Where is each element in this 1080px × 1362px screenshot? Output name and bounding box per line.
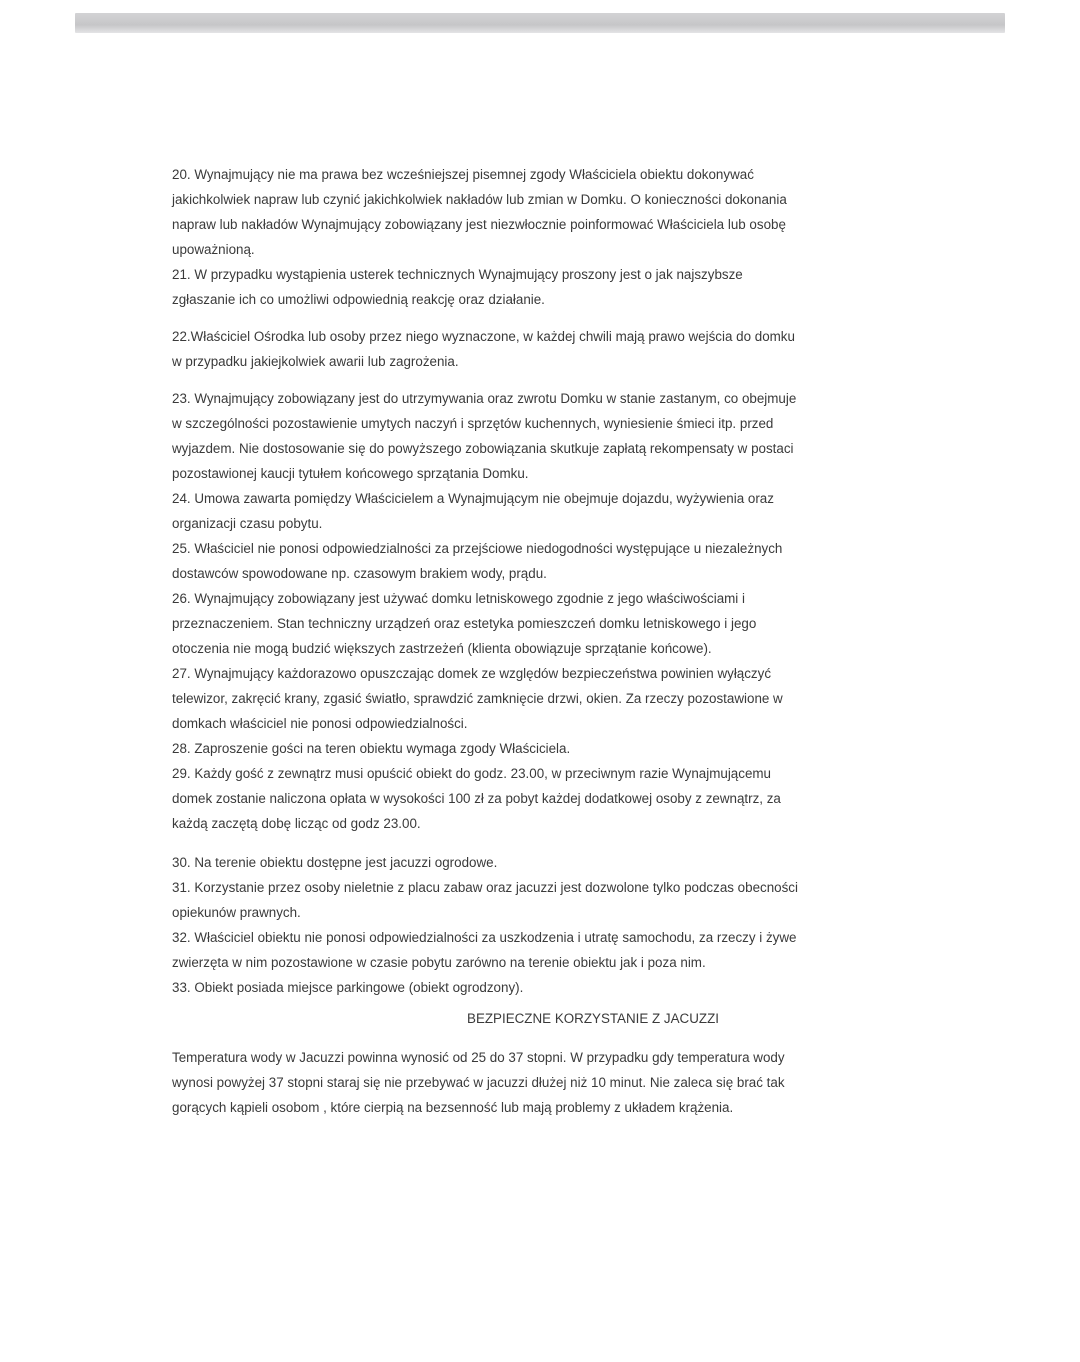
paragraph-spacer <box>172 374 1002 386</box>
jacuzzi-section-body: Temperatura wody w Jacuzzi powinna wynosić od 25 do 37 stopni. W przypadku gdy temperatura wody wynosi powyżej 37 stopni staraj się nie przebywać w jacuzzi dłużej niż 10 minut. Nie zaleca się brać tak gorących kąpieli osobom , które cierpią na bezsenność lub mają problemy z układem krążenia. <box>172 1050 785 1115</box>
rule-20: 20. Wynajmujący nie ma prawa bez wcześniejszej pisemnej zgody Właściciela obiektu dokonywać jakichkolwiek napraw lub czynić jakichkolwiek nakładów lub zmian w Domku. O konieczności dokonania napraw lub nakładów Wynajmujący zobowiązany jest niezwłocznie poinformować Właściciela lub osobę upoważnioną. <box>172 167 787 257</box>
document-page <box>172 162 1002 1120</box>
rule-31: 31. Korzystanie przez osoby nieletnie z placu zabaw oraz jacuzzi jest dozwolone tylko podczas obecności opiekunów prawnych. <box>172 880 798 920</box>
rule-27: 27. Wynajmujący każdorazowo opuszczając domek ze względów bezpieczeństwa powinien wyłączyć telewizor, zakręcić krany, zgasić światło, sprawdzić zamknięcie drzwi, okien. Za rzeczy pozostawione w domkach właściciel nie ponosi odpowiedzialności. <box>172 666 783 731</box>
paragraph-spacer <box>172 836 1002 850</box>
viewer-top-bar <box>75 13 1005 33</box>
rule-29: 29. Każdy gość z zewnątrz musi opuścić obiekt do godz. 23.00, w przeciwnym razie Wynajmującemu domek zostanie naliczona opłata w wysokości 100 zł za pobyt każdej dodatkowej osoby z zewnątrz, za każdą zaczętą dobę licząc od godz 23.00. <box>172 766 781 831</box>
rule-28: 28. Zaproszenie gości na teren obiektu wymaga zgody Właściciela. <box>172 741 571 756</box>
rule-33: 33. Obiekt posiada miejsce parkingowe (obiekt ogrodzony). <box>172 980 524 995</box>
paragraph-spacer <box>172 312 1002 324</box>
rule-25: 25. Właściciel nie ponosi odpowiedzialności za przejściowe niedogodności występujące u niezależnych dostawców spowodowane np. czasowym brakiem wody, prądu. <box>172 541 783 581</box>
rule-26: 26. Wynajmujący zobowiązany jest używać domku letniskowego zgodnie z jego właściwościami i przeznaczeniem. Stan techniczny urządzeń oraz estetyka pomieszczeń domku letniskowego i jego otoczenia nie mogą budzić większych zastrzeżeń (klienta obowiązuje sprzątanie końcowe). <box>172 591 757 656</box>
rule-30: 30. Na terenie obiektu dostępne jest jacuzzi ogrodowe. <box>172 855 498 870</box>
rule-21: 21. W przypadku wystąpienia usterek technicznych Wynajmujący proszony jest o jak najszybsze zgłaszanie ich co umożliwi odpowiednią reakcję oraz działanie. <box>172 267 743 307</box>
rule-23: 23. Wynajmujący zobowiązany jest do utrzymywania oraz zwrotu Domku w stanie zastanym, co obejmuje w szczególności pozostawienie umytych naczyń i sprzętów kuchennych, wyniesienie śmieci itp. przed wyjazdem. Nie dostosowanie się do powyższego zobowiązania skutkuje zapłatą rekompensaty w postaci pozostawionej kaucji tytułem końcowego sprzątania Domku. <box>172 391 797 481</box>
jacuzzi-section-heading: BEZPIECZNE KORZYSTANIE Z JACUZZI <box>467 1011 719 1026</box>
rule-24: 24. Umowa zawarta pomiędzy Właścicielem a Wynajmującym nie obejmuje dojazdu, wyżywienia oraz organizacji czasu pobytu. <box>172 491 774 531</box>
rule-22: 22.Właściciel Ośrodka lub osoby przez niego wyznaczone, w każdej chwili mają prawo wejścia do domku w przypadku jakiejkolwiek awarii lub zagrożenia. <box>172 329 795 369</box>
rule-32: 32. Właściciel obiektu nie ponosi odpowiedzialności za uszkodzenia i utratę samochodu, za rzeczy i żywe zwierzęta w nim pozostawione w czasie pobytu zarówno na terenie obiektu jak i poza nim. <box>172 930 797 970</box>
